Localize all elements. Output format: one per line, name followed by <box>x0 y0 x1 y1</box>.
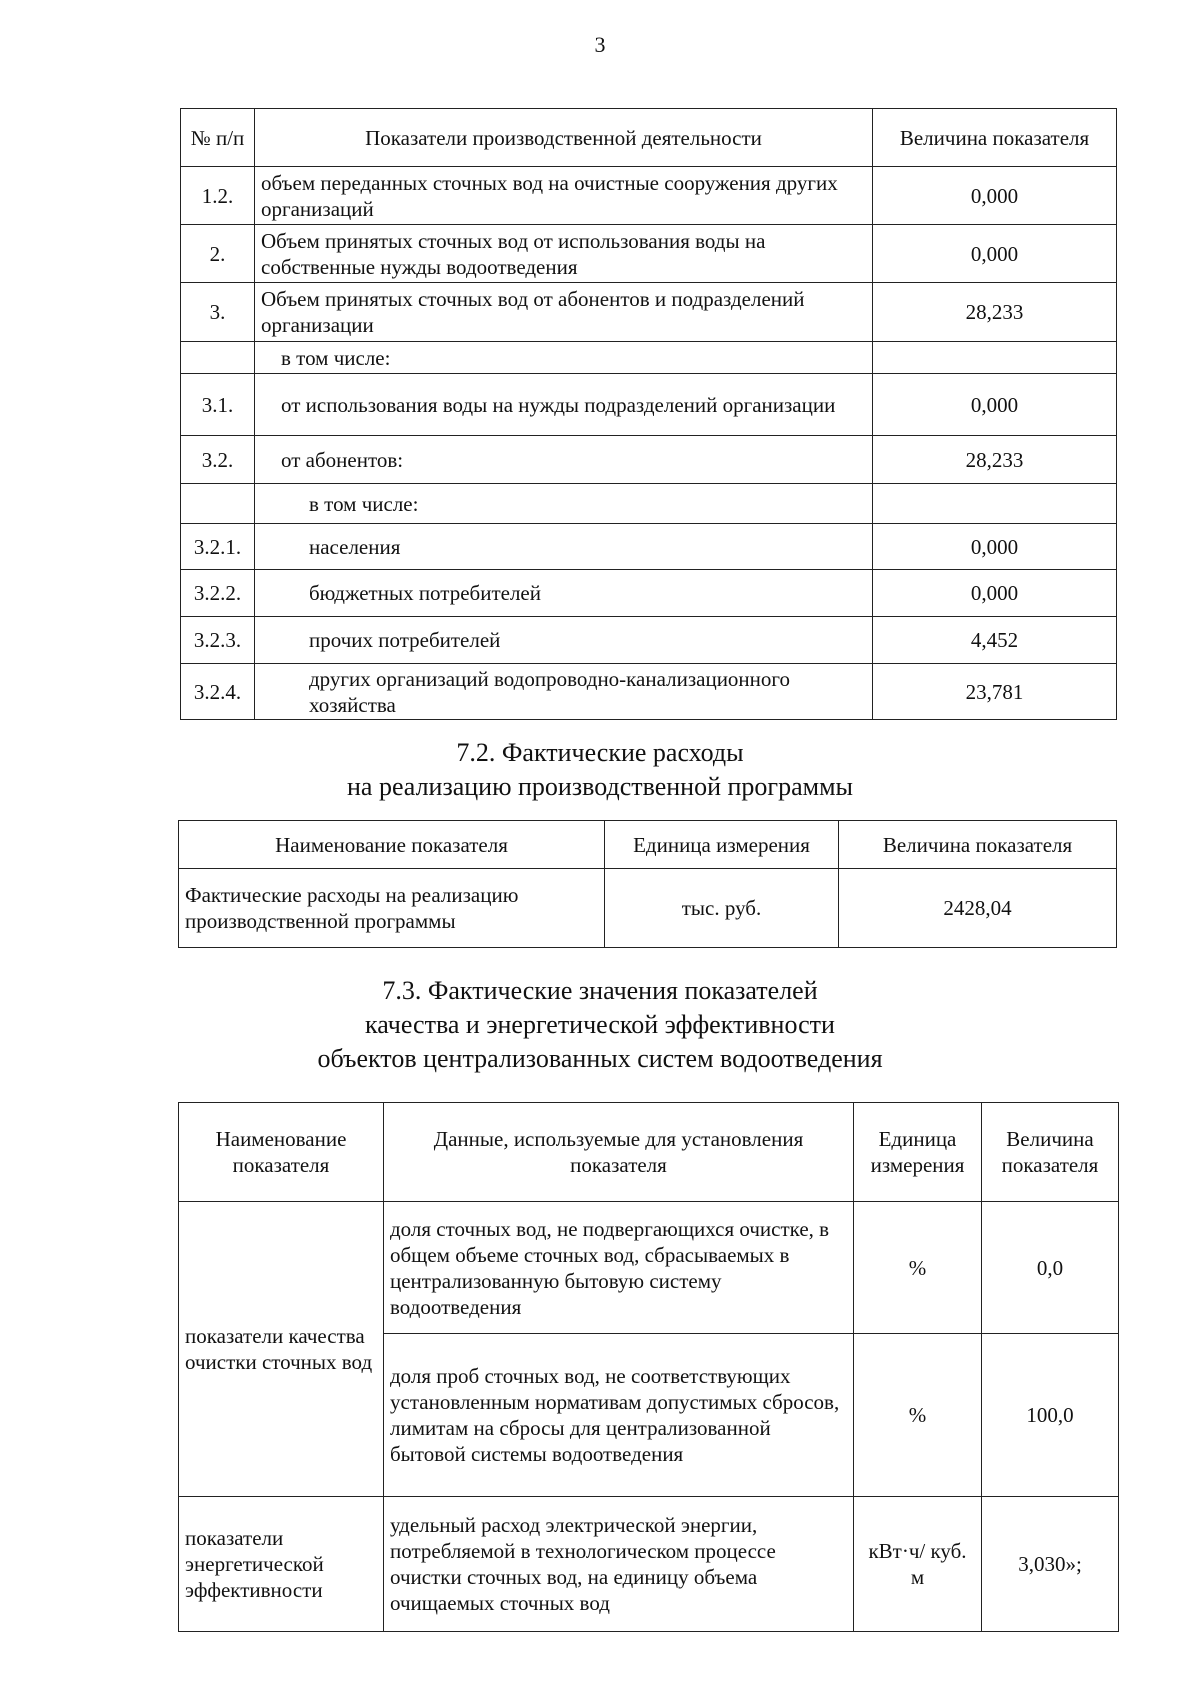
table-header-row <box>179 1103 1119 1202</box>
row-number: 3.2.1. <box>181 524 255 570</box>
row-indicator: от использования воды на нужды подразделений организации <box>255 374 873 436</box>
row-number: 3.2. <box>181 436 255 484</box>
row-number: 3.2.2. <box>181 570 255 617</box>
row-number: 1.2. <box>181 167 255 225</box>
section-7-3-title <box>0 974 1200 1076</box>
col-header-no: № п/п <box>181 109 255 167</box>
row-number <box>181 342 255 374</box>
col-header-value: Величина показателя <box>873 109 1117 167</box>
page-number: 3 <box>594 32 606 57</box>
row-value: 3,030»; <box>982 1497 1119 1632</box>
table-row <box>179 1202 1119 1334</box>
table-row <box>181 570 1117 617</box>
col-header-unit: Единица измерения <box>605 821 839 869</box>
row-unit: тыс. руб. <box>605 869 839 948</box>
section-7-3-title-line2: качества и энергетической эффективности <box>365 1010 835 1039</box>
row-indicator: от абонентов: <box>255 436 873 484</box>
col-header-name: Наименование показателя <box>179 1103 384 1202</box>
actual-expenses-table <box>178 820 1117 948</box>
table-row <box>181 225 1117 283</box>
row-number <box>181 484 255 524</box>
col-header-indicator: Показатели производственной деятельности <box>255 109 873 167</box>
row-name: Фактические расходы на реализацию производственной программы <box>179 869 605 948</box>
row-value: 4,452 <box>873 617 1117 664</box>
row-number: 2. <box>181 225 255 283</box>
row-unit: % <box>854 1202 982 1334</box>
section-7-2-title-line2: на реализацию производственной программы <box>346 772 853 801</box>
row-indicator: Объем принятых сточных вод от использования воды на собственные нужды водоотведения <box>255 225 873 283</box>
table-row <box>181 617 1117 664</box>
table-header-row <box>179 821 1117 869</box>
col-header-value: Величина показателя <box>982 1103 1119 1202</box>
row-data: удельный расход электрической энергии, потребляемой в технологическом процессе очистки сточных вод, на единицу объема очищаемых сточных вод <box>384 1497 854 1632</box>
col-header-data: Данные, используемые для установления показателя <box>384 1103 854 1202</box>
row-value <box>873 484 1117 524</box>
table-row <box>181 374 1117 436</box>
table-row <box>179 869 1117 948</box>
row-value: 0,000 <box>873 374 1117 436</box>
row-indicator: населения <box>255 524 873 570</box>
row-number: 3.2.4. <box>181 664 255 720</box>
section-7-2-title <box>0 736 1200 804</box>
row-indicator: бюджетных потребителей <box>255 570 873 617</box>
row-indicator: других организаций водопроводно-канализационного хозяйства <box>255 664 873 720</box>
table-row <box>181 436 1117 484</box>
table-row <box>179 1497 1119 1632</box>
row-number: 3.1. <box>181 374 255 436</box>
production-indicators-table <box>180 108 1117 720</box>
row-value: 0,000 <box>873 570 1117 617</box>
table-row <box>181 167 1117 225</box>
row-value: 0,000 <box>873 167 1117 225</box>
row-indicator: Объем принятых сточных вод от абонентов и подразделений организации <box>255 283 873 342</box>
group-name-cleaning-quality: показатели качества очистки сточных вод <box>179 1202 384 1497</box>
row-indicator: в том числе: <box>255 342 873 374</box>
table-header-row <box>181 109 1117 167</box>
section-7-2-title-line1: 7.2. Фактические расходы <box>456 738 744 767</box>
row-value: 2428,04 <box>839 869 1117 948</box>
row-value: 0,000 <box>873 225 1117 283</box>
col-header-unit: Единица измерения <box>854 1103 982 1202</box>
row-unit: % <box>854 1334 982 1497</box>
row-number: 3.2.3. <box>181 617 255 664</box>
table-row <box>181 283 1117 342</box>
row-number: 3. <box>181 283 255 342</box>
row-data: доля проб сточных вод, не соответствующих установленным нормативам допустимых сбросов, лимитам на сбросы для централизованной бытовой системы водоотведения <box>384 1334 854 1497</box>
row-value: 100,0 <box>982 1334 1119 1497</box>
table-row <box>181 484 1117 524</box>
row-indicator: в том числе: <box>255 484 873 524</box>
group-name-energy-efficiency: показатели энергетической эффективности <box>179 1497 384 1632</box>
row-value: 28,233 <box>873 283 1117 342</box>
quality-efficiency-table <box>178 1102 1119 1632</box>
row-value: 0,000 <box>873 524 1117 570</box>
row-value <box>873 342 1117 374</box>
table-row <box>181 524 1117 570</box>
row-indicator: объем переданных сточных вод на очистные сооружения других организаций <box>255 167 873 225</box>
table-row <box>181 664 1117 720</box>
row-value: 28,233 <box>873 436 1117 484</box>
section-7-3-title-line3: объектов централизованных систем водоотведения <box>317 1044 883 1073</box>
row-value: 0,0 <box>982 1202 1119 1334</box>
col-header-name: Наименование показателя <box>179 821 605 869</box>
row-data: доля сточных вод, не подвергающихся очистке, в общем объеме сточных вод, сбрасываемых в централизованную бытовую систему водоотведения <box>384 1202 854 1334</box>
row-indicator: прочих потребителей <box>255 617 873 664</box>
table-row <box>181 342 1117 374</box>
col-header-value: Величина показателя <box>839 821 1117 869</box>
row-value: 23,781 <box>873 664 1117 720</box>
section-7-3-title-line1: 7.3. Фактические значения показателей <box>382 976 818 1005</box>
row-unit: кВт·ч/ куб. м <box>854 1497 982 1632</box>
